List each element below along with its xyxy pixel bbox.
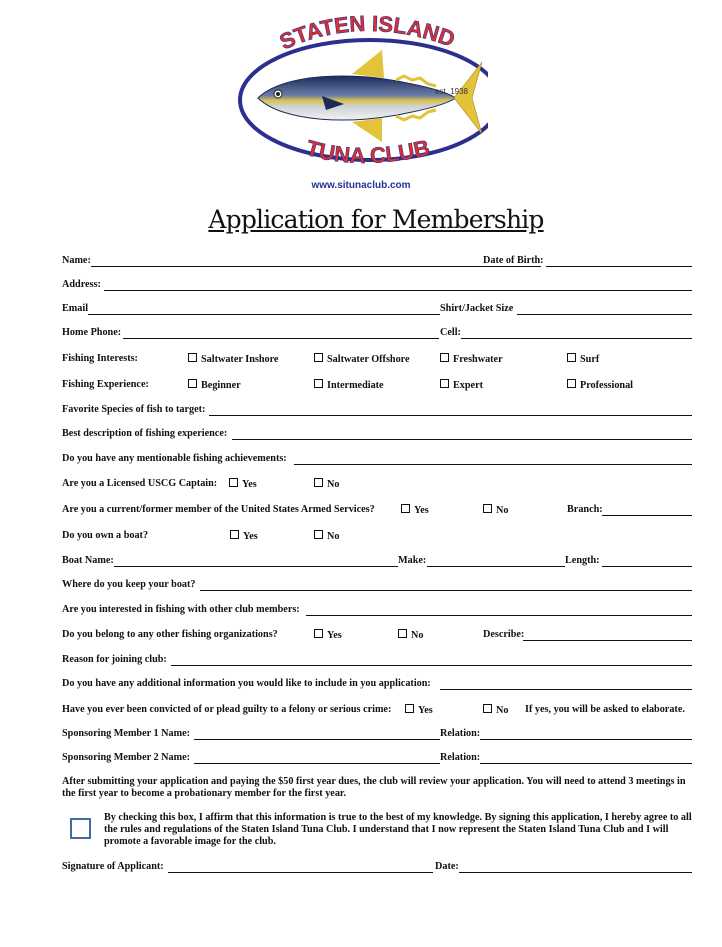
other-orgs-label: Do you belong to any other fishing organizations? <box>62 629 278 640</box>
checkbox-icon[interactable] <box>230 530 239 539</box>
checkbox-icon[interactable] <box>314 379 323 388</box>
sponsor-2-field[interactable] <box>194 752 440 764</box>
club-url[interactable]: www.situnaclub.com <box>311 180 411 191</box>
checkbox-icon[interactable] <box>188 353 197 362</box>
shirt-field[interactable] <box>517 303 692 315</box>
keep-boat-label: Where do you keep your boat? <box>62 579 196 590</box>
achievements-label: Do you have any mentionable fishing achievements: <box>62 453 287 464</box>
dob-label: Date of Birth: <box>483 255 544 266</box>
relation-1-label: Relation: <box>440 728 481 739</box>
checkbox-icon[interactable] <box>314 629 323 638</box>
checkbox-icon[interactable] <box>314 530 323 539</box>
row-best-description <box>62 428 692 442</box>
row-sponsor-2 <box>62 752 692 766</box>
felony-label: Have you ever been convicted of or plead guilty to a felony or serious crime: <box>62 704 392 715</box>
row-uscg <box>62 478 692 492</box>
checkbox-icon[interactable] <box>440 379 449 388</box>
address-label: Address: <box>62 279 101 290</box>
checkbox-icon[interactable] <box>405 704 414 713</box>
sponsor-1-field[interactable] <box>194 728 440 740</box>
checkbox-icon[interactable] <box>398 629 407 638</box>
home-phone-field[interactable] <box>123 327 439 339</box>
row-other-orgs <box>62 629 692 643</box>
checkbox-icon[interactable] <box>567 353 576 362</box>
achievements-field[interactable] <box>294 453 692 465</box>
make-label: Make: <box>398 555 427 566</box>
signature-field[interactable] <box>168 861 433 873</box>
checkbox-icon[interactable] <box>188 379 197 388</box>
row-fishing-interests <box>62 353 692 367</box>
row-favorite-species <box>62 404 692 418</box>
row-fish-with-members <box>62 604 692 618</box>
felony-note: If yes, you will be asked to elaborate. <box>525 704 685 715</box>
logo-top-text: STATEN ISLAND <box>275 14 459 55</box>
name-field[interactable] <box>91 255 541 267</box>
armed-no[interactable]: No <box>483 504 509 516</box>
branch-field[interactable] <box>602 504 692 516</box>
experience-beginner[interactable]: Beginner <box>188 379 242 391</box>
felony-no[interactable]: No <box>483 704 509 716</box>
experience-professional[interactable]: Professional <box>567 379 634 391</box>
name-label: Name: <box>62 255 91 266</box>
relation-1-field[interactable] <box>480 728 692 740</box>
row-boat-details <box>62 555 692 569</box>
address-field[interactable] <box>104 279 692 291</box>
checkbox-icon[interactable] <box>567 379 576 388</box>
row-sponsor-1 <box>62 728 692 742</box>
fishing-experience-label: Fishing Experience: <box>62 379 149 390</box>
sponsor-2-label: Sponsoring Member 2 Name: <box>62 752 190 763</box>
interest-saltwater-inshore[interactable]: Saltwater Inshore <box>188 353 279 365</box>
uscg-label: Are you a Licensed USCG Captain: <box>62 478 218 489</box>
interest-saltwater-offshore[interactable]: Saltwater Offshore <box>314 353 411 365</box>
row-fishing-experience <box>62 379 692 393</box>
keep-boat-field[interactable] <box>200 579 692 591</box>
date-label: Date: <box>435 861 459 872</box>
date-field[interactable] <box>459 861 692 873</box>
uscg-yes[interactable]: Yes <box>229 478 258 490</box>
page-title: Application for Membership <box>208 205 544 234</box>
logo-est-text: est. 1938 <box>435 87 468 96</box>
row-email <box>62 303 692 317</box>
dob-field[interactable] <box>546 255 692 267</box>
checkbox-icon[interactable] <box>314 478 323 487</box>
length-field[interactable] <box>602 555 692 567</box>
logo-bottom-text: TUNA CLUB <box>303 134 432 169</box>
best-description-label: Best description of fishing experience: <box>62 428 228 439</box>
club-logo <box>232 14 488 194</box>
fishing-interests-label: Fishing Interests: <box>62 353 138 364</box>
relation-2-field[interactable] <box>480 752 692 764</box>
boat-name-field[interactable] <box>114 555 398 567</box>
felony-yes[interactable]: Yes <box>405 704 434 716</box>
sponsor-1-label: Sponsoring Member 1 Name: <box>62 728 190 739</box>
experience-expert[interactable]: Expert <box>440 379 484 391</box>
make-field[interactable] <box>427 555 565 567</box>
reason-label: Reason for joining club: <box>62 654 167 665</box>
branch-label: Branch: <box>567 504 603 515</box>
checkbox-icon[interactable] <box>483 704 492 713</box>
checkbox-icon[interactable] <box>229 478 238 487</box>
checkbox-icon[interactable] <box>440 353 449 362</box>
row-signature <box>62 861 692 875</box>
describe-label: Describe: <box>483 629 525 640</box>
row-keep-boat <box>62 579 692 593</box>
reason-field[interactable] <box>171 654 692 666</box>
email-label: Email <box>62 303 89 314</box>
relation-2-label: Relation: <box>440 752 481 763</box>
length-label: Length: <box>565 555 600 566</box>
fish-with-members-label: Are you interested in fishing with other club members: <box>62 604 300 615</box>
other-orgs-no[interactable]: No <box>398 629 424 641</box>
experience-intermediate[interactable]: Intermediate <box>314 379 385 391</box>
armed-yes[interactable]: Yes <box>401 504 430 516</box>
row-name <box>62 255 692 269</box>
row-own-boat <box>62 530 692 544</box>
interest-surf[interactable]: Surf <box>567 353 600 365</box>
describe-field[interactable] <box>523 629 692 641</box>
favorite-species-label: Favorite Species of fish to target: <box>62 404 206 415</box>
armed-services-label: Are you a current/former member of the United States Armed Services? <box>62 504 375 515</box>
dues-paragraph: After submitting your application and paying the $50 first year dues, the club will review your application. You will need to attend 3 meetings in the first year to become a probationary member for the first year. <box>62 776 686 800</box>
own-boat-yes[interactable]: Yes <box>230 530 259 542</box>
additional-info-field[interactable] <box>440 678 692 690</box>
own-boat-no[interactable]: No <box>314 530 340 542</box>
other-orgs-yes[interactable]: Yes <box>314 629 343 641</box>
row-achievements <box>62 453 692 467</box>
uscg-no[interactable]: No <box>314 478 340 490</box>
interest-freshwater[interactable]: Freshwater <box>440 353 504 365</box>
row-phone <box>62 327 692 341</box>
row-reason <box>62 654 692 668</box>
favorite-species-field[interactable] <box>209 404 692 416</box>
row-additional-info <box>62 678 692 692</box>
affirmation-text: By checking this box, I affirm that this information is true to the best of my knowledge. By signing this application, I hereby agree to all the rules and regulations of the Staten Island Tuna Club. I understand that I now represent the Staten Island Tuna Club and I will promote a favorable image for the club. <box>104 812 692 848</box>
checkbox-icon[interactable] <box>401 504 410 513</box>
signature-label: Signature of Applicant: <box>62 861 164 872</box>
home-phone-label: Home Phone: <box>62 327 122 338</box>
checkbox-icon[interactable] <box>314 353 323 362</box>
checkbox-icon[interactable] <box>483 504 492 513</box>
row-felony <box>62 704 692 718</box>
best-description-field[interactable] <box>232 428 692 440</box>
cell-label: Cell: <box>440 327 461 338</box>
affirmation-checkbox[interactable] <box>70 818 91 839</box>
shirt-label: Shirt/Jacket Size <box>440 303 514 314</box>
own-boat-label: Do you own a boat? <box>62 530 149 541</box>
additional-info-label: Do you have any additional information you would like to include in you application: <box>62 678 431 689</box>
cell-field[interactable] <box>461 327 692 339</box>
boat-name-label: Boat Name: <box>62 555 114 566</box>
row-address <box>62 279 692 293</box>
row-armed-services <box>62 504 692 518</box>
email-field[interactable] <box>88 303 440 315</box>
fish-with-members-field[interactable] <box>306 604 692 616</box>
